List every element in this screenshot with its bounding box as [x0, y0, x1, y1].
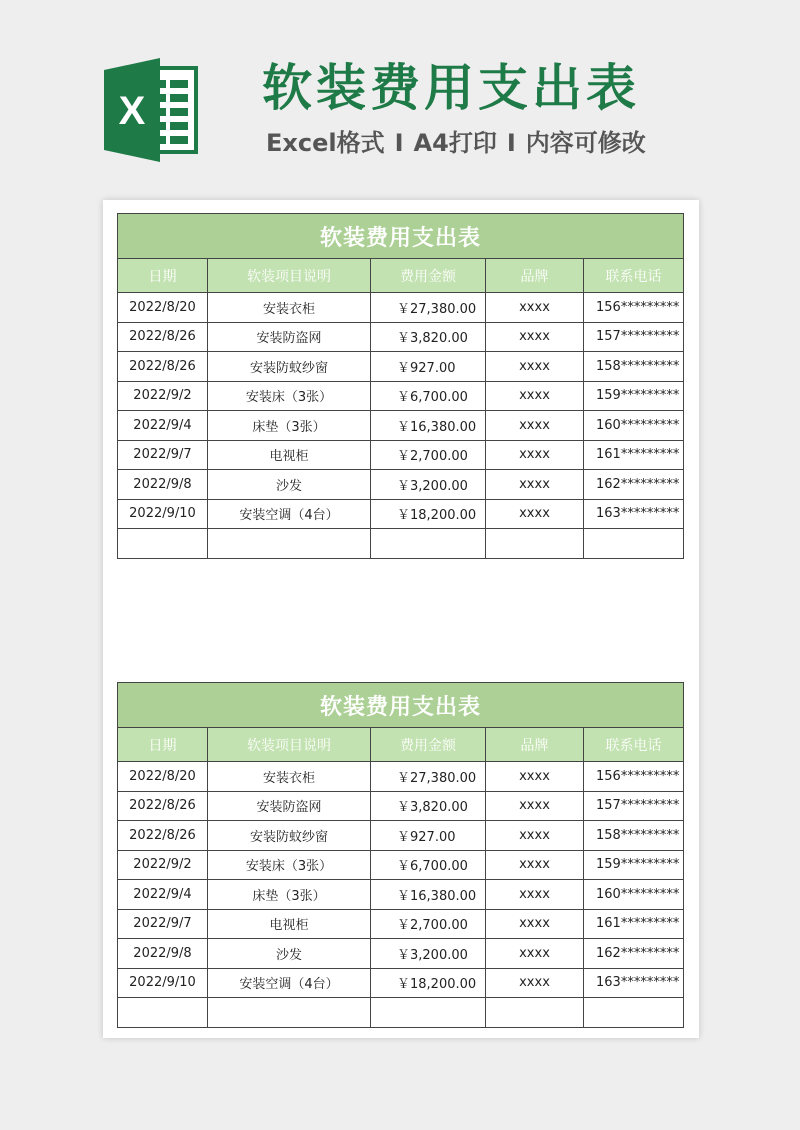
brand-cell[interactable]: xxxx — [486, 968, 584, 998]
page-header — [0, 0, 800, 200]
table-row — [118, 909, 684, 939]
subtitle-print: A4打印 — [413, 129, 497, 157]
table-row — [118, 499, 684, 529]
date-cell[interactable]: 2022/9/2 — [118, 381, 208, 411]
column-header: 软装项目说明 — [208, 728, 371, 762]
phone-cell[interactable]: 163********* — [584, 499, 684, 529]
table-row — [118, 470, 684, 500]
excel-icon — [104, 58, 200, 162]
column-header: 品牌 — [486, 728, 584, 762]
table-row — [118, 821, 684, 851]
date-cell[interactable] — [118, 529, 208, 559]
phone-cell[interactable]: 161********* — [584, 909, 684, 939]
phone-cell[interactable]: 163********* — [584, 968, 684, 998]
amount-cell[interactable]: ￥3,200.00 — [371, 470, 486, 500]
date-cell[interactable]: 2022/9/4 — [118, 411, 208, 441]
amount-cell[interactable]: ￥6,700.00 — [371, 381, 486, 411]
phone-cell[interactable] — [584, 529, 684, 559]
date-cell[interactable]: 2022/8/26 — [118, 352, 208, 382]
date-cell[interactable] — [118, 998, 208, 1028]
phone-cell[interactable]: 156********* — [584, 293, 684, 323]
phone-cell[interactable]: 157********* — [584, 791, 684, 821]
column-header: 联系电话 — [584, 728, 684, 762]
phone-cell[interactable]: 160********* — [584, 411, 684, 441]
excel-logo-letter: X — [118, 89, 146, 133]
brand-cell[interactable]: xxxx — [486, 880, 584, 910]
table-row — [118, 880, 684, 910]
brand-cell[interactable] — [486, 529, 584, 559]
brand-cell[interactable]: xxxx — [486, 352, 584, 382]
table-title: 软装费用支出表 — [118, 214, 684, 259]
phone-cell[interactable]: 159********* — [584, 381, 684, 411]
amount-cell[interactable]: ￥3,820.00 — [371, 322, 486, 352]
date-cell[interactable]: 2022/9/7 — [118, 440, 208, 470]
amount-cell[interactable]: ￥27,380.00 — [371, 293, 486, 323]
item-cell[interactable]: 电视柜 — [208, 909, 371, 939]
table-row — [118, 850, 684, 880]
item-cell[interactable]: 安装空调（4台） — [208, 499, 371, 529]
item-cell[interactable]: 床垫（3张） — [208, 880, 371, 910]
amount-cell[interactable]: ￥927.00 — [371, 821, 486, 851]
table-title: 软装费用支出表 — [118, 683, 684, 728]
phone-cell[interactable]: 159********* — [584, 850, 684, 880]
column-header: 日期 — [118, 259, 208, 293]
amount-cell[interactable]: ￥16,380.00 — [371, 880, 486, 910]
item-cell[interactable]: 安装空调（4台） — [208, 968, 371, 998]
item-cell[interactable]: 安装防蚊纱窗 — [208, 821, 371, 851]
column-header: 品牌 — [486, 259, 584, 293]
table-row — [118, 440, 684, 470]
table-row — [118, 791, 684, 821]
brand-cell[interactable]: xxxx — [486, 850, 584, 880]
item-cell[interactable]: 电视柜 — [208, 440, 371, 470]
subtitle-editable: 内容可修改 — [525, 129, 646, 157]
phone-cell[interactable]: 160********* — [584, 880, 684, 910]
table-row — [118, 293, 684, 323]
date-cell[interactable]: 2022/8/26 — [118, 791, 208, 821]
brand-cell[interactable]: xxxx — [486, 411, 584, 441]
phone-cell[interactable]: 156********* — [584, 762, 684, 792]
table-title-row — [118, 683, 684, 728]
amount-cell[interactable]: ￥18,200.00 — [371, 499, 486, 529]
brand-cell[interactable]: xxxx — [486, 381, 584, 411]
table-row — [118, 411, 684, 441]
phone-cell[interactable]: 161********* — [584, 440, 684, 470]
table-row — [118, 529, 684, 559]
brand-cell[interactable]: xxxx — [486, 909, 584, 939]
table-row — [118, 322, 684, 352]
item-cell[interactable]: 安装衣柜 — [208, 293, 371, 323]
item-cell[interactable]: 沙发 — [208, 939, 371, 969]
column-header: 联系电话 — [584, 259, 684, 293]
brand-cell[interactable]: xxxx — [486, 791, 584, 821]
expense-table — [117, 682, 684, 1028]
date-cell[interactable]: 2022/8/26 — [118, 821, 208, 851]
column-header: 软装项目说明 — [208, 259, 371, 293]
brand-cell[interactable]: xxxx — [486, 470, 584, 500]
table-row — [118, 939, 684, 969]
date-cell[interactable]: 2022/9/2 — [118, 850, 208, 880]
item-cell[interactable]: 沙发 — [208, 470, 371, 500]
table-row — [118, 998, 684, 1028]
column-header: 日期 — [118, 728, 208, 762]
brand-cell[interactable]: xxxx — [486, 939, 584, 969]
subtitle-separator: I — [506, 129, 516, 157]
brand-cell[interactable]: xxxx — [486, 440, 584, 470]
amount-cell[interactable]: ￥3,820.00 — [371, 791, 486, 821]
phone-cell[interactable] — [584, 998, 684, 1028]
brand-cell[interactable]: xxxx — [486, 762, 584, 792]
amount-cell[interactable]: ￥927.00 — [371, 352, 486, 382]
phone-cell[interactable]: 162********* — [584, 939, 684, 969]
date-cell[interactable]: 2022/9/8 — [118, 470, 208, 500]
amount-cell[interactable]: ￥18,200.00 — [371, 968, 486, 998]
column-header: 费用金额 — [371, 728, 486, 762]
phone-cell[interactable]: 157********* — [584, 322, 684, 352]
brand-cell[interactable]: xxxx — [486, 821, 584, 851]
table-header-row — [118, 728, 684, 762]
expense-table — [117, 213, 684, 559]
date-cell[interactable]: 2022/9/8 — [118, 939, 208, 969]
date-cell[interactable]: 2022/9/10 — [118, 968, 208, 998]
document-page — [103, 200, 699, 1038]
item-cell[interactable]: 安装防蚊纱窗 — [208, 352, 371, 382]
item-cell[interactable]: 安装防盗网 — [208, 322, 371, 352]
date-cell[interactable]: 2022/8/20 — [118, 762, 208, 792]
item-cell[interactable]: 安装防盗网 — [208, 791, 371, 821]
item-cell[interactable]: 安装床（3张） — [208, 850, 371, 880]
phone-cell[interactable]: 158********* — [584, 821, 684, 851]
column-header: 费用金额 — [371, 259, 486, 293]
table-header-row — [118, 259, 684, 293]
amount-cell[interactable]: ￥2,700.00 — [371, 909, 486, 939]
subtitle-format: Excel格式 — [266, 129, 385, 157]
item-cell[interactable] — [208, 998, 371, 1028]
brand-cell[interactable]: xxxx — [486, 499, 584, 529]
subtitle-separator: I — [394, 129, 404, 157]
table-row — [118, 762, 684, 792]
table-row — [118, 352, 684, 382]
amount-cell[interactable] — [371, 529, 486, 559]
page-subtitle — [266, 126, 706, 160]
item-cell[interactable]: 安装衣柜 — [208, 762, 371, 792]
amount-cell[interactable]: ￥6,700.00 — [371, 850, 486, 880]
date-cell[interactable]: 2022/8/26 — [118, 322, 208, 352]
amount-cell[interactable]: ￥27,380.00 — [371, 762, 486, 792]
date-cell[interactable]: 2022/9/7 — [118, 909, 208, 939]
table-row — [118, 968, 684, 998]
page-title: 软装费用支出表 — [262, 59, 640, 117]
item-cell[interactable]: 安装床（3张） — [208, 381, 371, 411]
date-cell[interactable]: 2022/9/10 — [118, 499, 208, 529]
brand-cell[interactable]: xxxx — [486, 293, 584, 323]
date-cell[interactable]: 2022/9/4 — [118, 880, 208, 910]
date-cell[interactable]: 2022/8/20 — [118, 293, 208, 323]
item-cell[interactable] — [208, 529, 371, 559]
brand-cell[interactable]: xxxx — [486, 322, 584, 352]
phone-cell[interactable]: 162********* — [584, 470, 684, 500]
item-cell[interactable]: 床垫（3张） — [208, 411, 371, 441]
brand-cell[interactable] — [486, 998, 584, 1028]
table-row — [118, 381, 684, 411]
amount-cell[interactable]: ￥16,380.00 — [371, 411, 486, 441]
amount-cell[interactable]: ￥2,700.00 — [371, 440, 486, 470]
amount-cell[interactable] — [371, 998, 486, 1028]
phone-cell[interactable]: 158********* — [584, 352, 684, 382]
amount-cell[interactable]: ￥3,200.00 — [371, 939, 486, 969]
table-title-row — [118, 214, 684, 259]
